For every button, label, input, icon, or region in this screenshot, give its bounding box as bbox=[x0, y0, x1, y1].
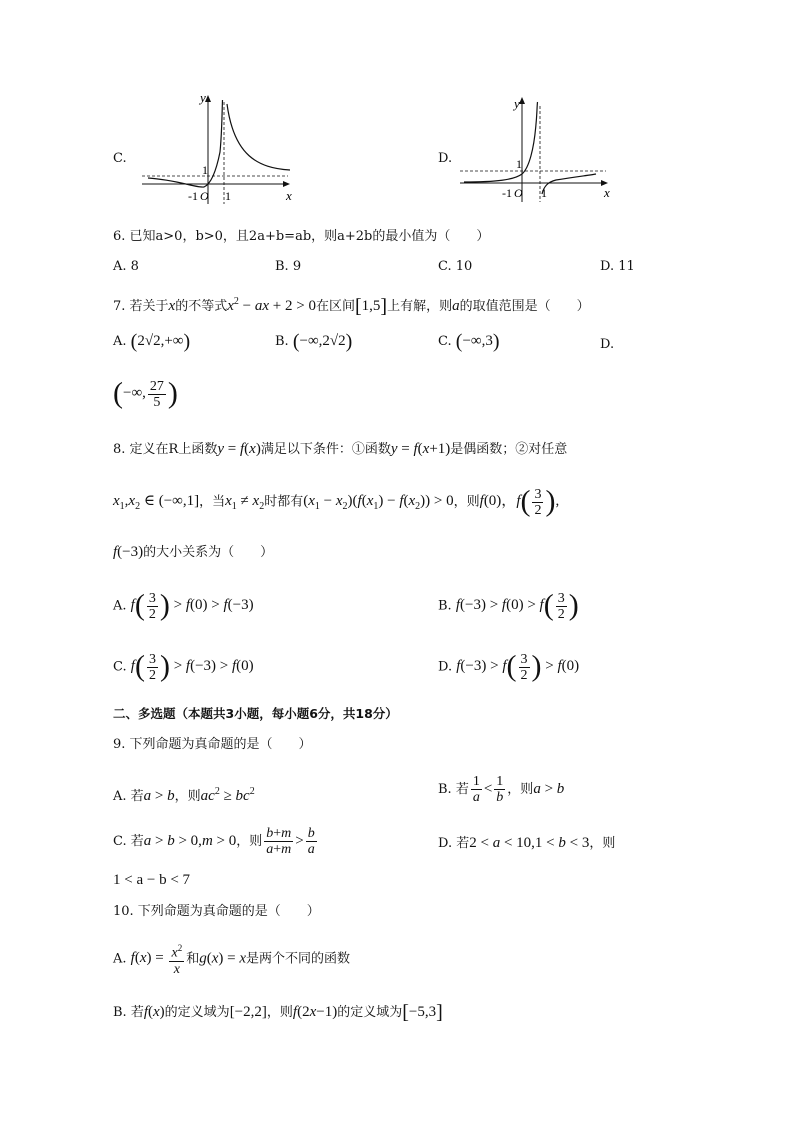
tick-1-x: 1 bbox=[541, 186, 547, 200]
q8-option-a: A. f( $\frac{3}{2}$ ) > f(0) > f(−3) bbox=[113, 589, 254, 622]
q6-stem: 6. 已知a>0，b>0，且2a+b=ab，则a+2b的最小值为（ ） bbox=[113, 229, 490, 244]
tick-1-y: 1 bbox=[202, 163, 208, 177]
origin-label: O bbox=[514, 186, 523, 200]
y-label: y bbox=[514, 96, 520, 111]
q9-option-d: D. 若2 < a < 10,1 < b < 3，则 bbox=[438, 835, 616, 851]
tick-1-x: 1 bbox=[225, 189, 231, 203]
tick-neg1: -1 bbox=[502, 186, 512, 200]
q7-option-d-value: (−∞, $\frac{27}{5}$ ) bbox=[113, 377, 178, 410]
q6-option-c: C. 10 bbox=[438, 259, 473, 274]
q7-option-a: A. (2√2,+∞) bbox=[113, 330, 191, 353]
q9-option-c: C. 若a > b > 0,m > 0，则 $\frac{b+m}{a+m}$ > $\frac{b}{a}$ bbox=[113, 826, 315, 857]
q10-option-a: A. f(x) = $\frac{x^2}{x}$ 和g(x) = x是两个不同的函数 bbox=[113, 943, 351, 977]
q8-option-d: D. f(−3) > f( $\frac{3}{2}$ ) > f(0) bbox=[438, 650, 580, 683]
option-d-label: D. bbox=[438, 151, 453, 166]
graph-d bbox=[456, 94, 616, 204]
x-label: x bbox=[286, 188, 292, 203]
q8-option-c: C. f( $\frac{3}{2}$ ) > f(−3) > f(0) bbox=[113, 650, 254, 683]
curve-left bbox=[464, 102, 538, 182]
y-label: y bbox=[200, 92, 206, 105]
option-c-label: C. bbox=[113, 151, 127, 166]
q7-option-d-label: D. bbox=[600, 337, 615, 352]
x-label: x bbox=[604, 185, 610, 200]
q9-stem: 9. 下列命题为真命题的是（ ） bbox=[113, 737, 312, 752]
graph-c bbox=[138, 92, 298, 208]
q9-option-b: B. 若 $\frac{1}{a}$ < $\frac{1}{b}$ ，则a > b bbox=[438, 774, 565, 805]
q6-option-d: D. 11 bbox=[600, 259, 635, 274]
tick-neg1: -1 bbox=[188, 189, 198, 203]
q8-option-b: B. f(−3) > f(0) > f( $\frac{3}{2}$ ) bbox=[438, 589, 579, 622]
origin-label: O bbox=[200, 189, 209, 203]
q6-option-a: A. 8 bbox=[113, 259, 139, 274]
q9-option-d-continued: 1 < a − b < 7 bbox=[113, 872, 191, 888]
q9-option-a: A. 若a > b，则$ac^2 \ge bc^2$ bbox=[113, 786, 255, 804]
q8-line2: $x_1,x_2$ ∈ (−∞,1]，当$x_1 \ne x_2$时都有$(x_1 - x_2)(f(x_1) - f(x_2)) > 0$，则f(0)，f( $\frac{3}{2}$ ), bbox=[113, 485, 560, 518]
tick-1-y: 1 bbox=[516, 157, 522, 171]
q7-stem: 7. 若关于x的不等式$x^2$ − ax + 2 > 0在区间[1,5]上有解，则a的取值范围是（ ） bbox=[113, 295, 590, 318]
section-heading: 二、多选题（本题共3小题，每小题6分，共18分） bbox=[113, 706, 398, 721]
q10-stem: 10. 下列命题为真命题的是（ ） bbox=[113, 904, 320, 919]
q6-option-b: B. 9 bbox=[275, 259, 302, 274]
curve-right bbox=[227, 104, 290, 170]
curve-left bbox=[148, 100, 223, 187]
q7-option-b: B. (−∞,2√2) bbox=[275, 330, 353, 353]
q8-line1: 8. 定义在R上函数y = f(x)满足以下条件：①函数y = f(x+1)是偶函数；②对任意 bbox=[113, 441, 568, 457]
q10-option-b: B. 若f(x)的定义域为[−2,2]，则f(2x−1)的定义域为[−5,3] bbox=[113, 1001, 443, 1024]
q8-line3: f(−3)的大小关系为（ ） bbox=[113, 544, 274, 560]
curve-right bbox=[542, 174, 596, 194]
q7-option-c: C. (−∞,3) bbox=[438, 330, 500, 353]
